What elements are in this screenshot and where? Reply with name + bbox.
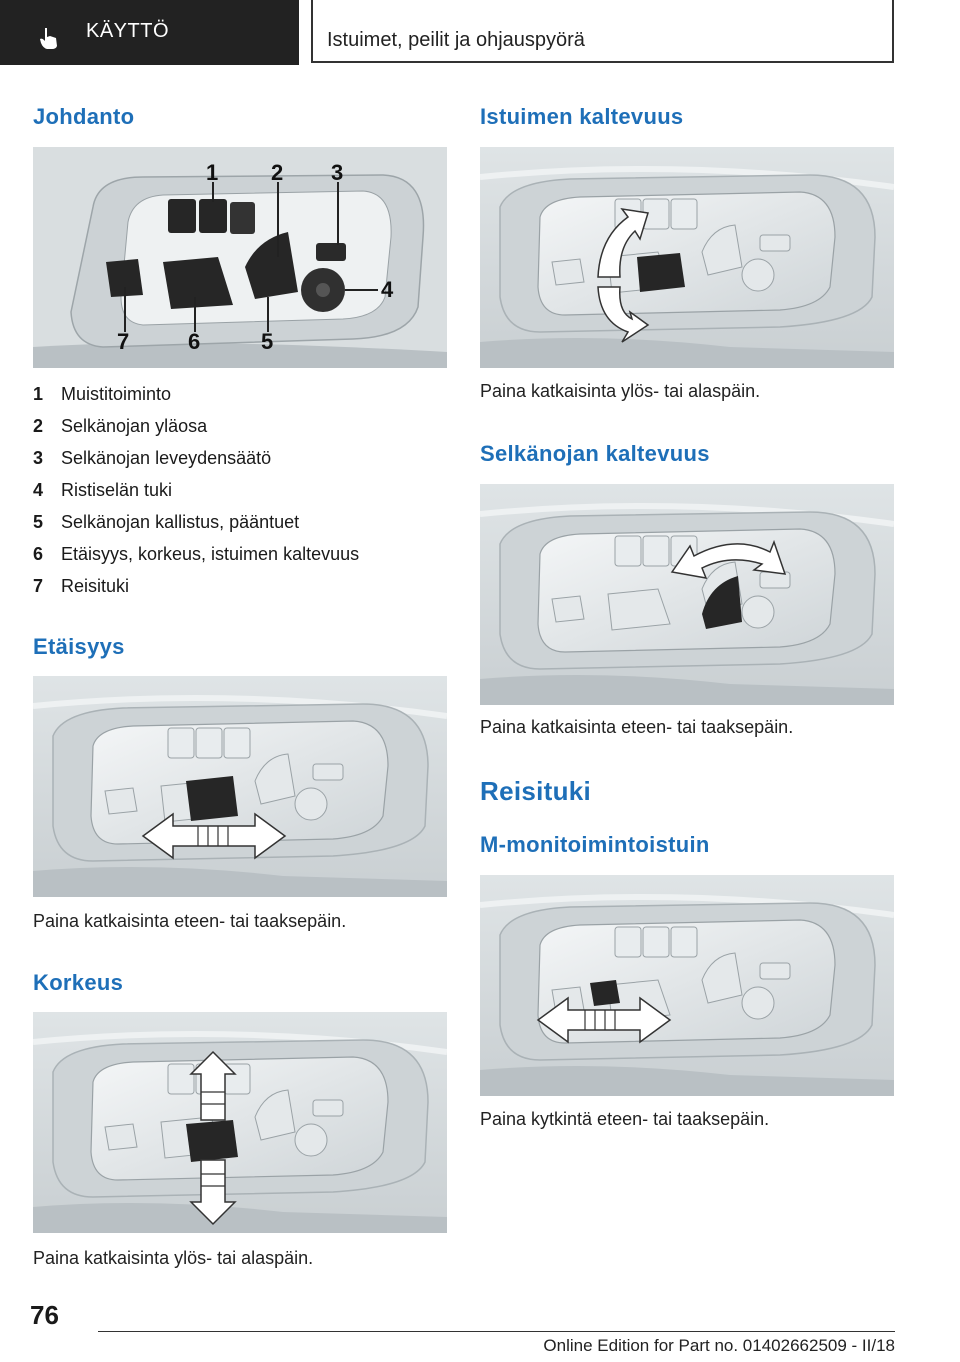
list-item: 1 Muistitoiminto (33, 383, 172, 404)
chapter-tab (311, 0, 894, 63)
kaltevuus-text: Paina katkaisinta ylös- tai alaspäin. (480, 381, 761, 401)
callout-7: 7 (117, 329, 130, 354)
seat-controls-overview-image (33, 147, 447, 368)
footer-divider (98, 1331, 895, 1332)
callout-2: 2 (271, 160, 284, 185)
subheading-m-monitoimintoistuin: M-monitoimintoistuin (480, 832, 710, 857)
seat-tilt-image (480, 147, 894, 368)
section-label: KÄYTTÖ (86, 20, 170, 42)
chapter-title: Istuimet, peilit ja ohjauspyörä (327, 29, 585, 51)
hand-pointer-icon (38, 26, 60, 55)
list-item: 2 Selkänojan yläosa (33, 415, 208, 436)
callout-6: 6 (188, 329, 201, 354)
callout-4: 4 (381, 277, 394, 302)
reisituki-text: Paina kytkintä eteen- tai taaksepäin. (480, 1109, 770, 1129)
list-item: 6 Etäisyys, korkeus, istuimen kaltevuus (33, 543, 360, 564)
heading-korkeus: Korkeus (33, 970, 124, 995)
list-item: 5 Selkänojan kallistus, pääntuet (33, 511, 300, 532)
korkeus-text: Paina katkaisinta ylös- tai alaspäin. (33, 1248, 314, 1268)
heading-reisituki: Reisituki (480, 776, 592, 806)
distance-adjust-image (33, 676, 447, 897)
selkanoja-text: Paina katkaisinta eteen- tai taaksepäin. (480, 717, 794, 737)
list-item: 3 Selkänojan leveydensäätö (33, 447, 272, 468)
list-item: 4 Ristiselän tuki (33, 479, 173, 500)
heading-johdanto: Johdanto (33, 104, 135, 129)
callout-3: 3 (331, 160, 344, 185)
section-tab (0, 0, 299, 65)
controls-legend-list (33, 378, 359, 602)
list-item: 7 Reisituki (33, 575, 130, 596)
footer-edition: Online Edition for Part no. 01402662509 - II/18 (543, 1336, 895, 1355)
heading-selkanojan-kaltevuus: Selkänojan kaltevuus (480, 441, 710, 466)
etaisyys-text: Paina katkaisinta eteen- tai taaksepäin. (33, 911, 347, 931)
thigh-support-image (480, 875, 894, 1096)
callout-1: 1 (206, 160, 219, 185)
callout-5: 5 (261, 329, 274, 354)
backrest-tilt-image (480, 484, 894, 705)
heading-istuimen-kaltevuus: Istuimen kaltevuus (480, 104, 684, 129)
height-adjust-image (33, 1012, 447, 1233)
page-number: 76 (30, 1300, 59, 1330)
heading-etaisyys: Etäisyys (33, 634, 125, 659)
